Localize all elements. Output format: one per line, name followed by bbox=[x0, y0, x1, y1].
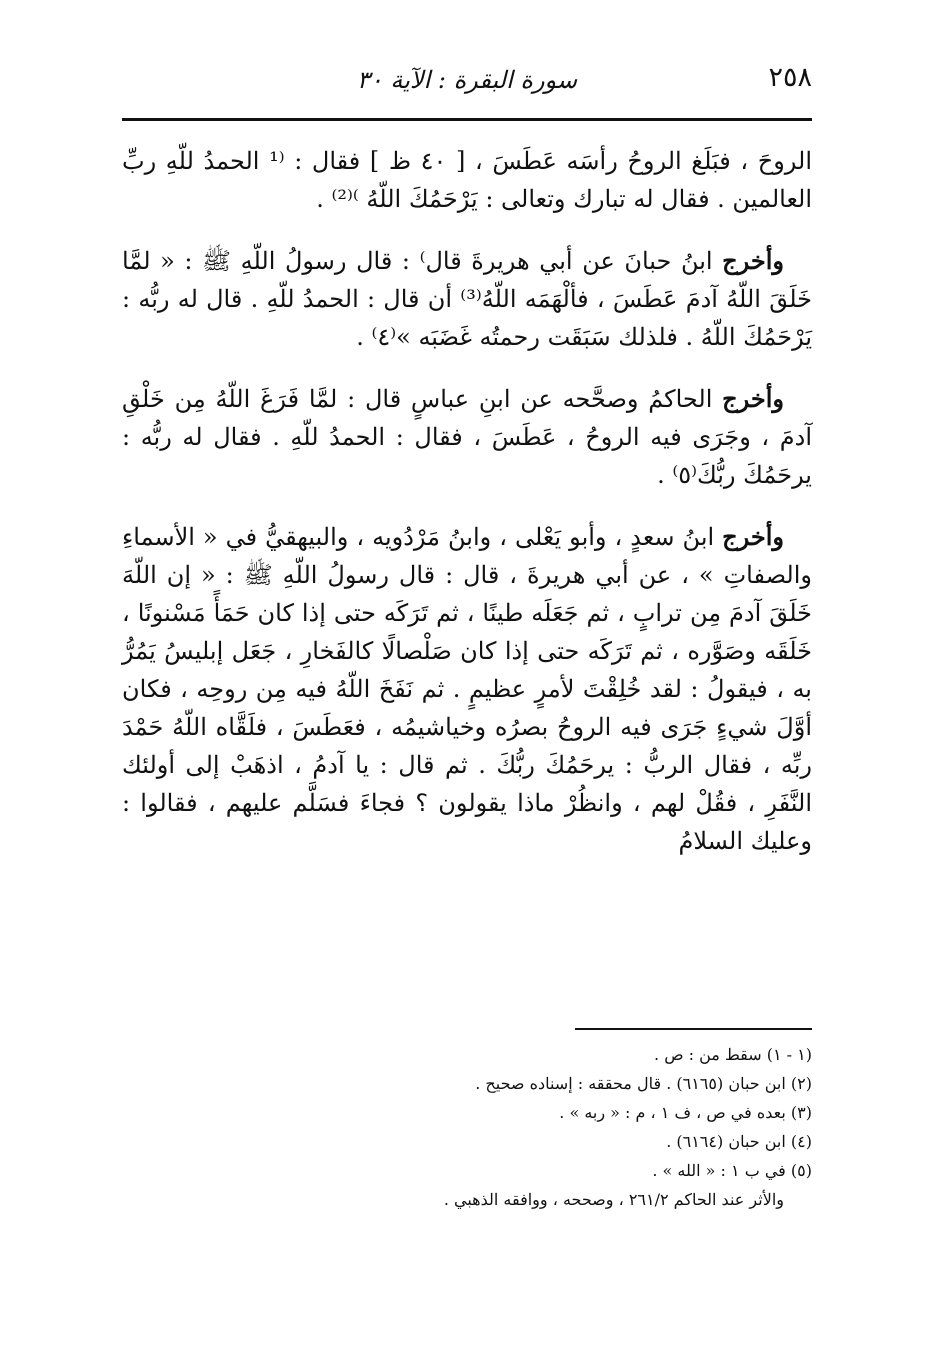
footnotes bbox=[300, 1040, 812, 1214]
paragraph-text: الروحَ ، فبَلَغ الروحُ رأسَه عَطَسَ ، [ ٤٠ ظ ] فقال : ⁽¹ الحمدُ للّهِ ربِّ العالمين . فقال له تبارك وتعالى : يَرْحَمُكَ اللّهُ ⁾⁽²⁾ . bbox=[122, 147, 813, 213]
footnote-1: (١ - ١) سقط من : ص . bbox=[654, 1045, 812, 1064]
running-header bbox=[122, 58, 812, 108]
paragraph-4 bbox=[122, 518, 812, 860]
paragraph-1 bbox=[122, 142, 812, 218]
paragraph-3 bbox=[122, 380, 812, 494]
paragraph-text: ابنُ سعدٍ ، وأبو يَعْلى ، وابنُ مَرْدُويه ، والبيهقيُّ في « الأسماءِ والصفاتِ » ، عن أبي هريرةَ ، قال : قال رسولُ اللّهِ ﷺ : « إن اللّهَ خَلَقَ آدمَ مِن ترابٍ ، ثم جَعَلَه طينًا ، ثم تَرَكَه حتى إذا كان حَمَأً مَسْنونًا ، خَلَقَه وصَوَّره ، ثم تَرَكَه حتى إذا كان صَلْصالًا كالفَخارِ ، جَعَل إبليسُ يَمُرُّ به ، فيقولُ : لقد خُلِقْتَ لأمرٍ عظيمٍ . ثم نَفَخَ اللّهُ فيه مِن روحِه ، فكان أوَّلَ شيءٍ جَرَى فيه الروحُ بصرُه وخياشيمُه ، فعَطَسَ ، فلَقَّاه اللّهُ حَمْدَ ربِّه ، فقال الربُّ : يرحَمُكَ ربُّكَ . ثم قال : يا آدمُ ، اذهَبْ إلى أولئك النَّفَرِ ، فقُلْ لهم ، وانظُرْ ماذا يقولون ؟ فجاءَ فسَلَّم عليهم ، فقالوا : وعليك السلامُ bbox=[122, 523, 812, 855]
footnote-continuation: والأثر عند الحاكم ٢٦١/٢ ، وصححه ، ووافقه الذهبي . bbox=[443, 1190, 784, 1209]
paragraph-2 bbox=[122, 242, 812, 356]
footnote-separator bbox=[575, 1028, 812, 1030]
paragraph-lead: وأخرج bbox=[722, 384, 784, 413]
footnote-2: (٢) ابن حبان (٦١٦٥) . قال محققه : إسناده صحيح . bbox=[475, 1074, 812, 1093]
main-text bbox=[122, 142, 812, 884]
paragraph-lead: وأخرج bbox=[722, 522, 784, 551]
footnote-4: (٤) ابن حبان (٦١٦٤) . bbox=[666, 1132, 812, 1151]
paragraph-lead: وأخرج bbox=[722, 246, 784, 275]
paragraph-text: الحاكمُ وصحَّحه عن ابنِ عباسٍ قال : لمَّا فَرَغَ اللّهُ مِن خَلْقِ آدمَ ، وجَرَى فيه الروحُ ، عَطَسَ ، فقال : الحمدُ للّهِ . فقال له ربُّه : يرحَمُكَ ربُّكَ⁽٥⁾ . bbox=[122, 385, 812, 489]
page-number: ٢٥٨ bbox=[768, 62, 812, 93]
footnote-5: (٥) في ب ١ : « الله » . bbox=[652, 1161, 812, 1180]
footnote-3: (٣) بعده في ص ، ف ١ ، م : « ربه » . bbox=[559, 1103, 812, 1122]
paragraph-text: ابنُ حبانَ عن أبي هريرةَ قال⁾ : قال رسولُ اللّهِ ﷺ : « لمَّا خَلَقَ اللّهُ آدمَ عَطَسَ ، فألْهَمَه اللّهُ⁽³⁾ أن قال : الحمدُ للّهِ . قال له ربُّه : يَرْحَمُكَ اللّهُ . فلذلك سَبَقَت رحمتُه غَضَبَه »⁽٤⁾ . bbox=[122, 247, 812, 351]
header-rule bbox=[122, 118, 812, 121]
chapter-title: سورة البقرة : الآية ٣٠ bbox=[356, 66, 578, 94]
